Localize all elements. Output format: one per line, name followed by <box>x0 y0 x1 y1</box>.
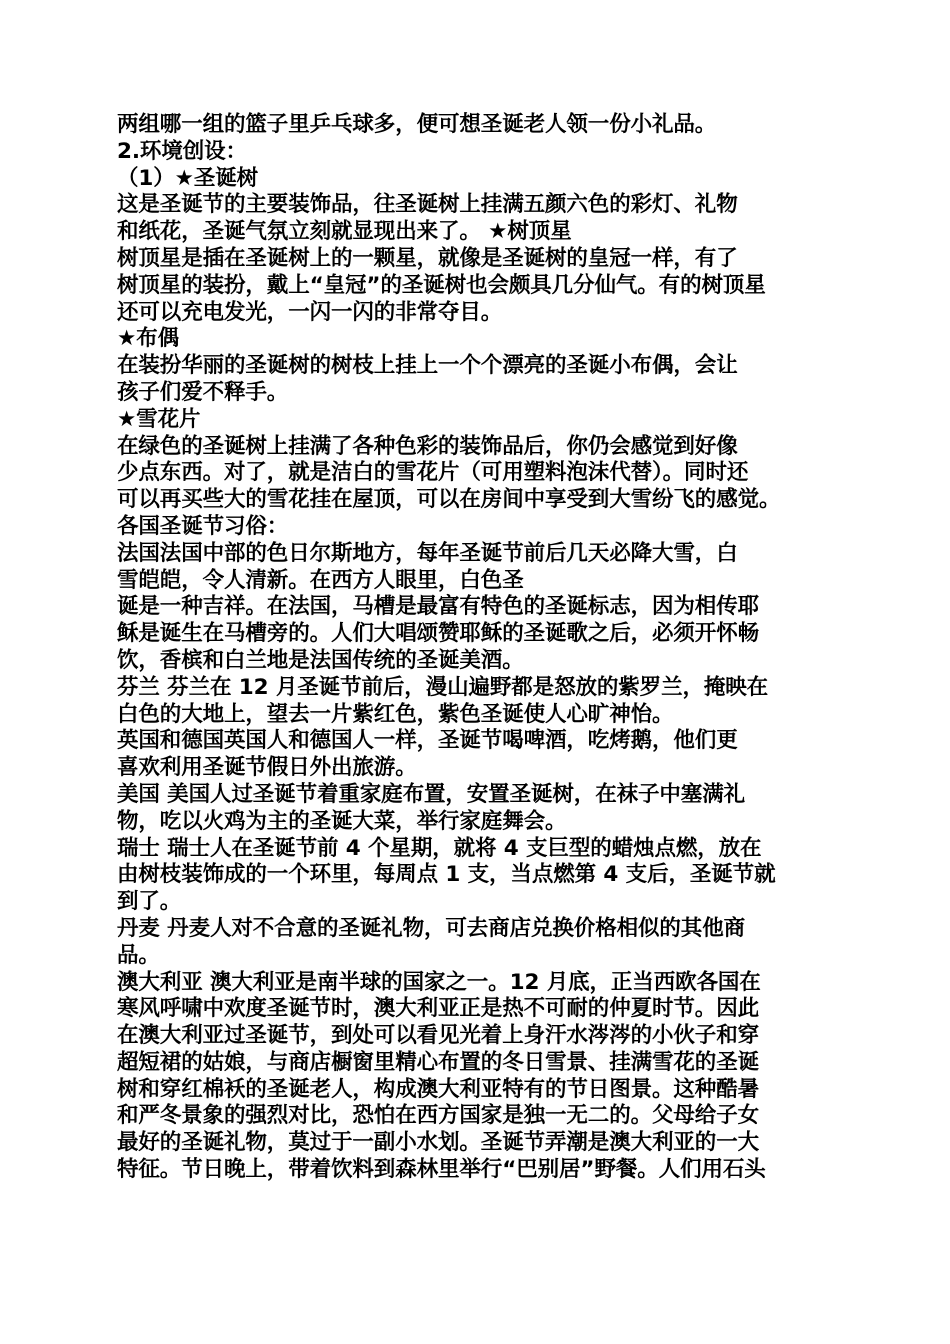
text-line: 可以再买些大的雪花挂在屋顶，可以在房间中享受到大雪纷飞的感觉。 <box>117 487 781 513</box>
text-line: 和严冬景象的强烈对比，恐怕在西方国家是独一无二的。父母给子女 <box>117 1103 760 1129</box>
text-line: 这是圣诞节的主要装饰品，往圣诞树上挂满五颜六色的彩灯、礼物 <box>117 192 738 218</box>
text-line: 还可以充电发光，一闪一闪的非常夺目。 <box>117 299 503 325</box>
section-heading: 2.环境创设： <box>117 138 247 164</box>
text-line: 澳大利亚 澳大利亚是南半球的国家之一。12 月底，正当西欧各国在 <box>117 969 761 995</box>
text-line: 特征。节日晚上，带着饮料到森林里举行“巴别居”野餐。人们用石头 <box>117 1157 766 1183</box>
text-line: 饮，香槟和白兰地是法国传统的圣诞美酒。 <box>117 647 524 673</box>
subsection-heading: （1）★圣诞树 <box>117 165 259 191</box>
text-line: 物，吃以火鸡为主的圣诞大菜，举行家庭舞会。 <box>117 808 567 834</box>
text-line: 树顶星是插在圣诞树上的一颗星，就像是圣诞树的皇冠一样，有了 <box>117 245 738 271</box>
text-line: 在装扮华丽的圣诞树的树枝上挂上一个个漂亮的圣诞小布偶，会让 <box>117 353 738 379</box>
text-line: 在澳大利亚过圣诞节，到处可以看见光着上身汗水涔涔的小伙子和穿 <box>117 1023 760 1049</box>
text-line: 雪皑皑，令人清新。在西方人眼里，白色圣 <box>117 567 524 593</box>
text-line: 法国法国中部的色日尔斯地方，每年圣诞节前后几天必降大雪，白 <box>117 540 738 566</box>
text-line: 丹麦 丹麦人对不合意的圣诞礼物，可去商店兑换价格相似的其他商 <box>117 915 745 941</box>
text-line: 由树枝装饰成的一个环里，每周点 1 支，当点燃第 4 支后，圣诞节就 <box>117 862 776 888</box>
text-line: 瑞士 瑞士人在圣诞节前 4 个星期，就将 4 支巨型的蜡烛点燃，放在 <box>117 835 762 861</box>
text-line: 美国 美国人过圣诞节着重家庭布置，安置圣诞树，在袜子中塞满礼 <box>117 781 745 807</box>
text-line: 和纸花，圣诞气氛立刻就显现出来了。 ★树顶星 <box>117 219 572 245</box>
text-line: 超短裙的姑娘，与商店橱窗里精心布置的冬日雪景、挂满雪花的圣诞 <box>117 1049 760 1075</box>
text-line: 英国和德国英国人和德国人一样，圣诞节喝啤酒，吃烤鹅，他们更 <box>117 728 738 754</box>
text-line: 白色的大地上，望去一片紫红色，紫色圣诞使人心旷神怡。 <box>117 701 674 727</box>
text-line: 品。 <box>117 942 160 968</box>
text-line: 最好的圣诞礼物，莫过于一副小水划。圣诞节弄潮是澳大利亚的一大 <box>117 1130 760 1156</box>
text-line: 稣是诞生在马槽旁的。人们大唱颂赞耶稣的圣诞歌之后，必须开怀畅 <box>117 621 760 647</box>
text-line: 到了。 <box>117 889 182 915</box>
text-line: 诞是一种吉祥。在法国，马槽是最富有特色的圣诞标志，因为相传耶 <box>117 594 760 620</box>
text-line: 孩子们爱不释手。 <box>117 379 289 405</box>
text-line: 两组哪一组的篮子里乒乓球多，便可想圣诞老人领一份小礼品。 <box>117 112 717 137</box>
section-heading: 各国圣诞节习俗： <box>117 513 289 539</box>
text-line: 树和穿红棉袄的圣诞老人，构成澳大利亚特有的节日图景。这种酷暑 <box>117 1076 760 1102</box>
text-line: 芬兰 芬兰在 12 月圣诞节前后，漫山遍野都是怒放的紫罗兰，掩映在 <box>117 674 769 700</box>
text-line: 喜欢利用圣诞节假日外出旅游。 <box>117 755 417 781</box>
subsection-heading: ★雪花片 <box>117 406 201 432</box>
subsection-heading: ★布偶 <box>117 326 179 352</box>
text-line: 树顶星的装扮，戴上“皇冠”的圣诞树也会颇具几分仙气。有的树顶星 <box>117 272 766 298</box>
text-line: 在绿色的圣诞树上挂满了各种色彩的装饰品后，你仍会感觉到好像 <box>117 433 738 459</box>
text-line: 少点东西。对了，就是洁白的雪花片（可用塑料泡沫代替）。同时还 <box>117 460 749 486</box>
text-line: 寒风呼啸中欢度圣诞节时，澳大利亚正是热不可耐的仲夏时节。因此 <box>117 996 760 1022</box>
